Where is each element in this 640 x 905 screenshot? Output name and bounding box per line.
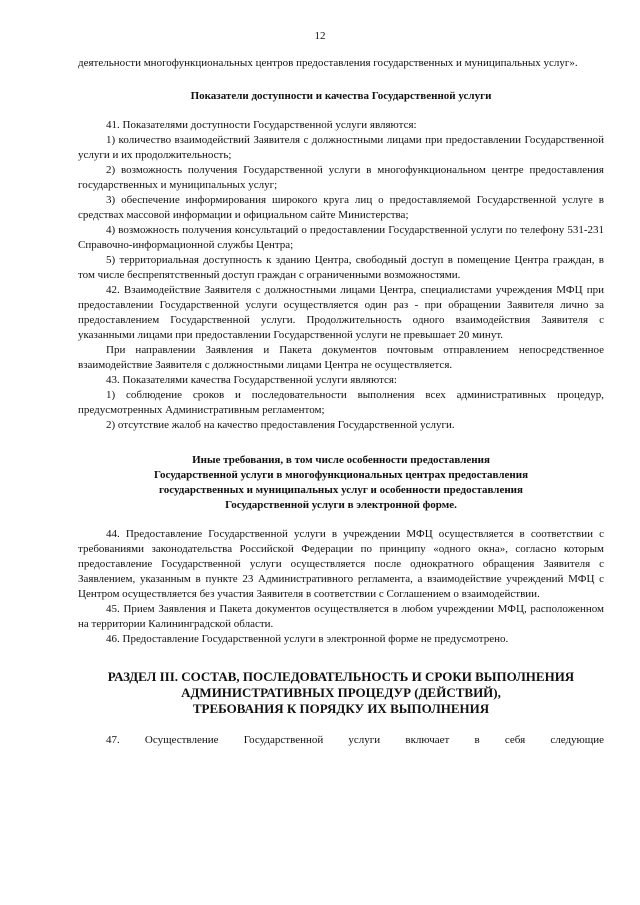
paragraph-42: 42. Взаимодействие Заявителя с должностными лицами Центра, специалистами учреждения МФЦ при предоставлении Государственной услуги осуществляется один раз - при обращении Заявителя лично за предоставлением Государственной услуги. Продолжительность одного взаимодействия Заявителя с указанными лицами при предоставлении Государственной услуги не превышает 20 минут. xyxy=(78,284,604,341)
heading-line: Государственной услуги в многофункциональных центрах предоставления xyxy=(153,469,529,481)
paragraph-46: 46. Предоставление Государственной услуги в электронной форме не предусмотрено. xyxy=(106,633,509,645)
heading-line: Иные требования, в том числе особенности предоставления xyxy=(192,454,490,466)
document-body xyxy=(78,56,604,748)
list-item-41-4: 4) возможность получения консультаций о предоставлении Государственной услуги по телефону 531-231 Справочно-информационной службы Центра; xyxy=(78,224,604,251)
heading-line: АДМИНИСТРАТИВНЫХ ПРОЦЕДУР (ДЕЙСТВИЙ), xyxy=(181,685,501,700)
paragraph-45: 45. Прием Заявления и Пакета документов осуществляется в любом учреждении МФЦ, расположенном на территории Калининградской области. xyxy=(78,603,604,630)
list-item-41-1: 1) количество взаимодействий Заявителя с должностными лицами при предоставлении Государственной услуги и их продолжительность; xyxy=(78,134,604,161)
list-item-41-3: 3) обеспечение информирования широкого круга лиц о предоставляемой Государственной услуге в средствах массовой информации и официальном сайте Министерства; xyxy=(78,194,604,221)
paragraph-44: 44. Предоставление Государственной услуги в учреждении МФЦ осуществляется в соответствии с требованиями законодательства Российской Федерации по принципу «одного окна», согласно которым предоставление Государственной услуги осуществляется после однократного обращения Заявителя с Заявлением, указанным в пункте 23 Административного регламента, а взаимодействие учреждений МФЦ с Центром осуществляется без участия Заявителя в соответствии с Соглашением о взаимодействии. xyxy=(78,528,604,600)
section-heading-other-requirements xyxy=(78,453,604,513)
list-item-41-2: 2) возможность получения Государственной услуги в многофункциональном центре предоставления государственных и муниципальных услуг; xyxy=(78,164,604,191)
paragraph-continued: деятельности многофункциональных центров предоставления государственных и муниципальных услуг». xyxy=(78,57,578,69)
paragraph-43: 43. Показателями качества Государственной услуги являются: xyxy=(106,374,397,386)
list-item-41-5: 5) территориальная доступность к зданию Центра, свободный доступ в помещение Центра граждан, в том числе беспрепятственный доступ граждан с ограниченными возможностями. xyxy=(78,254,604,281)
section-iii-heading xyxy=(78,669,604,717)
list-item-43-1: 1) соблюдение сроков и последовательности выполнения всех административных процедур, предусмотренных Административным регламентом; xyxy=(78,389,604,416)
paragraph-47: 47. Осуществление Государственной услуги включает в себя следующие xyxy=(106,734,604,746)
heading-line: государственных и муниципальных услуг и особенности предоставления xyxy=(159,484,523,496)
heading-line: Государственной услуги в электронной форме. xyxy=(225,499,457,511)
page-number: 12 xyxy=(314,30,326,42)
section-heading-accessibility: Показатели доступности и качества Государственной услуги xyxy=(190,90,492,102)
heading-line: ТРЕБОВАНИЯ К ПОРЯДКУ ИХ ВЫПОЛНЕНИЯ xyxy=(192,701,490,716)
heading-line: РАЗДЕЛ III. СОСТАВ, ПОСЛЕДОВАТЕЛЬНОСТЬ И СРОКИ ВЫПОЛНЕНИЯ xyxy=(107,669,575,684)
paragraph-42-mail: При направлении Заявления и Пакета документов почтовым отправлением непосредственное взаимодействие Заявителя с должностными лицами Центра не осуществляется. xyxy=(78,344,604,371)
list-item-43-2: 2) отсутствие жалоб на качество предоставления Государственной услуги. xyxy=(106,419,455,431)
paragraph-41: 41. Показателями доступности Государственной услуги являются: xyxy=(106,119,417,131)
